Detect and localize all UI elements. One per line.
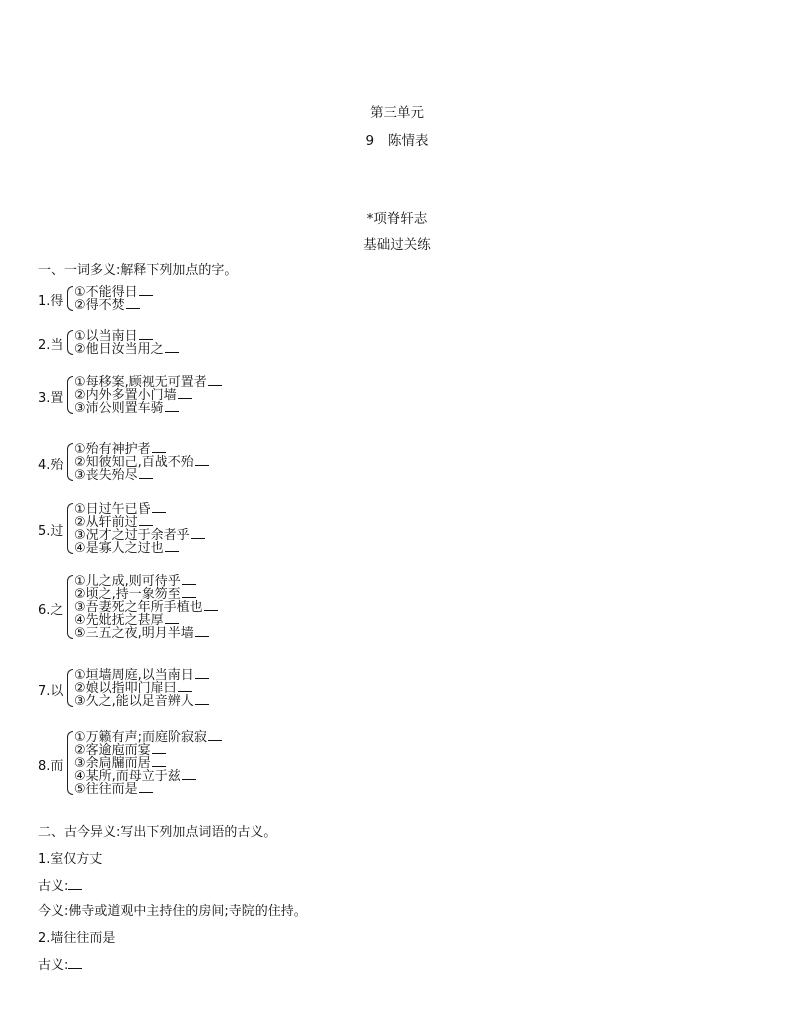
group-keyword: 2.当 xyxy=(38,338,64,353)
list-item xyxy=(74,668,209,681)
list-item xyxy=(74,574,218,587)
group-items xyxy=(74,730,222,795)
brace xyxy=(67,286,73,311)
answer-blank[interactable] xyxy=(139,515,153,526)
group-items xyxy=(74,329,179,355)
item-text: ②内外多置小门墙 xyxy=(74,388,177,403)
question-2-ancient-meaning xyxy=(38,954,82,973)
item-text: ③丧失殆尽 xyxy=(74,468,138,483)
item-text: ④先妣抚之甚厚 xyxy=(74,613,164,628)
unit-title: 第三单元 xyxy=(370,105,424,121)
group-items xyxy=(74,375,222,414)
lesson-name: 陈情表 xyxy=(388,133,429,149)
item-text: ①殆有神护者 xyxy=(74,442,151,457)
list-item xyxy=(74,694,209,707)
answer-blank[interactable] xyxy=(182,574,196,585)
answer-blank[interactable] xyxy=(139,285,153,296)
answer-blank[interactable] xyxy=(195,668,209,679)
answer-blank[interactable] xyxy=(208,730,222,741)
group-keyword: 4.殆 xyxy=(38,457,64,473)
list-item xyxy=(74,528,205,541)
answer-blank[interactable] xyxy=(139,329,153,340)
part1-heading: 一、一词多义:解释下列加点的字。 xyxy=(38,263,238,278)
answer-blank[interactable] xyxy=(165,401,179,412)
answer-blank[interactable] xyxy=(182,587,196,598)
group-items xyxy=(74,668,209,707)
item-text: ①以当南日 xyxy=(74,329,138,344)
list-item xyxy=(74,782,222,795)
list-item xyxy=(74,587,218,600)
item-text: ①日过午已昏 xyxy=(74,502,151,517)
answer-blank[interactable] xyxy=(139,782,153,793)
answer-blank[interactable] xyxy=(68,957,82,969)
list-item xyxy=(74,515,205,528)
subtitle: *项脊轩志 xyxy=(366,211,428,227)
answer-blank[interactable] xyxy=(152,442,166,453)
brace xyxy=(67,731,73,795)
item-text: ①万籁有声;而庭阶寂寂 xyxy=(74,730,208,745)
group-items xyxy=(74,285,153,311)
group-keyword: 7.以 xyxy=(38,683,64,699)
group-items xyxy=(74,442,209,481)
list-item xyxy=(74,502,205,515)
list-item xyxy=(74,298,153,311)
answer-blank[interactable] xyxy=(165,613,179,624)
brace xyxy=(67,669,73,707)
answer-blank[interactable] xyxy=(139,468,153,479)
answer-blank[interactable] xyxy=(178,388,192,399)
item-text: ②从轩前过 xyxy=(74,515,138,530)
list-item xyxy=(74,769,222,782)
question-1-ancient-meaning xyxy=(38,875,82,894)
list-item xyxy=(74,442,209,455)
item-text: ③久之,能以足音辨人 xyxy=(74,694,194,709)
item-text: ①儿之成,则可待乎 xyxy=(74,574,181,589)
list-item xyxy=(74,401,222,414)
question-2-title: 2.墙往往而是 xyxy=(38,931,116,946)
answer-blank[interactable] xyxy=(195,626,209,637)
item-text: ②知彼知己,百战不殆 xyxy=(74,455,194,470)
item-text: ①垣墙周庭,以当南日 xyxy=(74,668,194,683)
item-text: ②客逾庖而宴 xyxy=(74,743,151,758)
list-item xyxy=(74,626,218,639)
brace xyxy=(67,443,73,481)
part2-heading: 二、古今异义:写出下列加点词语的古义。 xyxy=(38,825,277,840)
question-1-title: 1.室仅方丈 xyxy=(38,852,103,867)
brace xyxy=(67,575,73,639)
item-text: ②顷之,持一象笏至 xyxy=(74,587,181,602)
group-items xyxy=(74,574,218,639)
item-text: ⑤三五之夜,明月半墙 xyxy=(74,626,194,641)
list-item xyxy=(74,756,222,769)
brace xyxy=(67,376,73,414)
answer-blank[interactable] xyxy=(208,375,222,386)
answer-blank[interactable] xyxy=(178,681,192,692)
list-item xyxy=(74,681,209,694)
group-keyword: 8.而 xyxy=(38,758,64,774)
answer-blank[interactable] xyxy=(152,756,166,767)
answer-blank[interactable] xyxy=(126,298,140,309)
item-text: ③沛公则置车骑 xyxy=(74,401,164,416)
list-item xyxy=(74,375,222,388)
list-item xyxy=(74,285,153,298)
list-item xyxy=(74,329,179,342)
group-keyword: 5.过 xyxy=(38,524,64,539)
answer-blank[interactable] xyxy=(195,455,209,466)
group-items xyxy=(74,502,205,554)
item-text: ②娘以指叩门扉曰 xyxy=(74,681,177,696)
brace xyxy=(67,503,73,554)
lesson-title xyxy=(0,129,794,149)
section-title: 基础过关练 xyxy=(363,237,431,253)
item-text: ①每移案,顾视无可置者 xyxy=(74,375,207,390)
answer-blank[interactable] xyxy=(195,694,209,705)
group-keyword: 3.置 xyxy=(38,390,64,406)
item-text: ③况才之过于余者乎 xyxy=(74,528,190,543)
lesson-number: 9 xyxy=(365,133,375,149)
answer-blank[interactable] xyxy=(165,342,179,353)
answer-blank[interactable] xyxy=(68,878,82,890)
ancient-meaning-label: 古义: xyxy=(38,958,69,973)
answer-blank[interactable] xyxy=(152,502,166,513)
item-text: ③余扃牖而居 xyxy=(74,756,151,771)
item-text: ①不能得日 xyxy=(74,285,138,300)
item-text: ②他日汝当用之 xyxy=(74,342,164,357)
item-text: ④某所,而母立于兹 xyxy=(74,769,181,784)
answer-blank[interactable] xyxy=(191,528,205,539)
list-item xyxy=(74,342,179,355)
brace xyxy=(67,330,73,355)
list-item xyxy=(74,730,222,743)
list-item xyxy=(74,600,218,613)
group-keyword: 1.得 xyxy=(38,294,64,309)
group-keyword: 6.之 xyxy=(38,602,64,618)
answer-blank[interactable] xyxy=(182,769,196,780)
item-text: ②得不焚 xyxy=(74,298,125,313)
answer-blank[interactable] xyxy=(152,743,166,754)
item-text: ⑤往往而是 xyxy=(74,782,138,797)
list-item xyxy=(74,455,209,468)
item-text: ④是寡人之过也 xyxy=(74,541,164,556)
ancient-meaning-label: 古义: xyxy=(38,879,69,894)
answer-blank[interactable] xyxy=(204,600,218,611)
question-1-modern-meaning: 今义:佛寺或道观中主持住的房间;寺院的住持。 xyxy=(38,904,307,919)
answer-blank[interactable] xyxy=(165,541,179,552)
item-text: ③吾妻死之年所手植也 xyxy=(74,600,203,615)
